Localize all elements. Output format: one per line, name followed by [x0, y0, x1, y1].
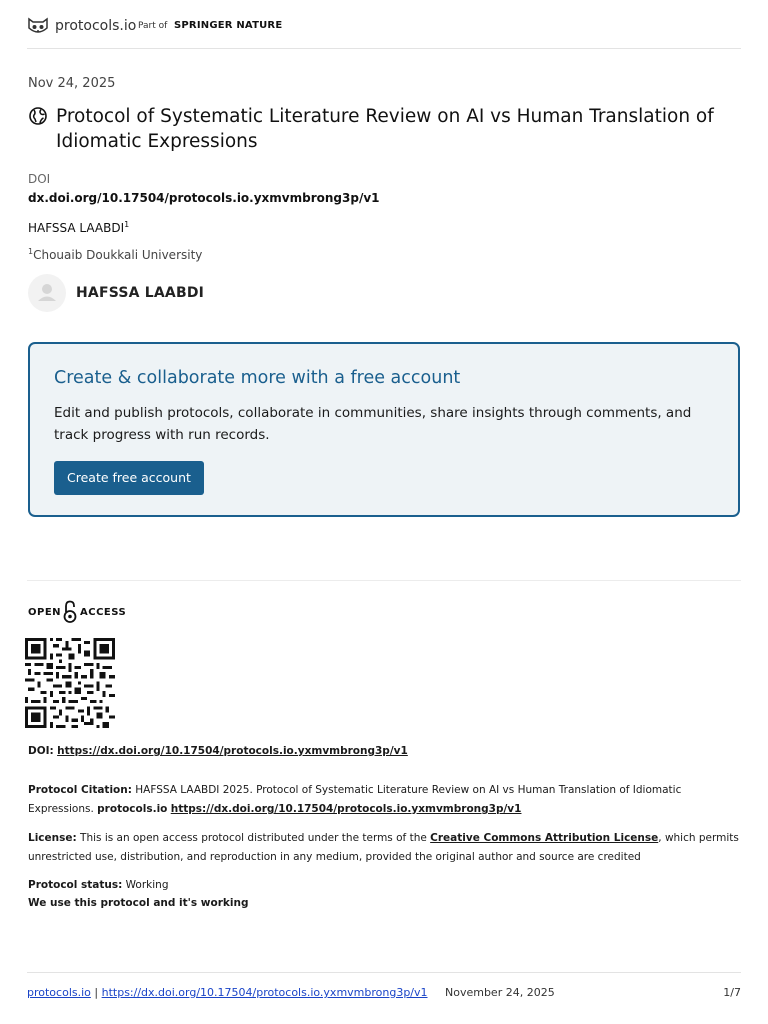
- protocol-status: [28, 876, 168, 895]
- author-name[interactable]: HAFSSA LAABDI: [28, 221, 125, 235]
- citation-label: Protocol Citation:: [28, 784, 132, 796]
- license-text-before: This is an open access protocol distributed under the terms of the: [80, 832, 427, 844]
- doi-value[interactable]: dx.doi.org/10.17504/protocols.io.yxmvmbrong3p/v1: [28, 191, 380, 205]
- open-lock-icon: [62, 600, 78, 624]
- doi-label: DOI: [28, 172, 51, 186]
- footer-date: November 24, 2025: [445, 986, 555, 999]
- avatar[interactable]: [28, 274, 66, 312]
- citation-source: protocols.io: [97, 803, 168, 815]
- page-header: [27, 14, 741, 49]
- affiliation-name: Chouaib Doukkali University: [33, 248, 203, 262]
- citation-text: HAFSSA LAABDI 2025. Protocol of Systematic Literature Review on AI vs Human Translation of Idiomatic Expressions.: [28, 784, 682, 815]
- status-note: We use this protocol and it's working: [28, 897, 249, 909]
- citation-link[interactable]: https://dx.doi.org/10.17504/protocols.io.yxmvmbrong3p/v1: [170, 803, 522, 815]
- footer-site-link[interactable]: protocols.io: [27, 986, 91, 999]
- callout-title: Create & collaborate more with a free account: [54, 368, 461, 388]
- publisher-logo: SPRINGER NATURE: [174, 20, 283, 31]
- status-value: Working: [125, 879, 169, 891]
- part-of-label: Part of: [138, 21, 168, 31]
- create-account-button[interactable]: Create free account: [54, 461, 204, 495]
- page-title: Protocol of Systematic Literature Review on AI vs Human Translation of Idiomatic Expressions: [56, 106, 714, 152]
- callout-text: Edit and publish protocols, collaborate in communities, share insights through comments, and track progress with run records.: [54, 405, 692, 443]
- globe-icon: [29, 107, 47, 125]
- doi-line: [28, 742, 408, 761]
- raccoon-logo-icon[interactable]: [27, 16, 49, 36]
- doi-link[interactable]: https://dx.doi.org/10.17504/protocols.io.yxmvmbrong3p/v1: [57, 745, 408, 757]
- footer-doi-link[interactable]: https://dx.doi.org/10.17504/protocols.io.yxmvmbrong3p/v1: [101, 986, 428, 999]
- status-label: Protocol status:: [28, 879, 123, 891]
- affiliation-superscript: 1: [28, 247, 34, 256]
- signup-callout: [28, 342, 740, 517]
- affiliation-line: [28, 247, 202, 262]
- license-link[interactable]: Creative Commons Attribution License: [430, 832, 659, 844]
- protocol-citation: [28, 781, 728, 819]
- page-number: 1/7: [723, 986, 741, 999]
- footer-links: [27, 986, 428, 999]
- section-divider: [27, 580, 741, 581]
- author-line: [28, 220, 129, 235]
- site-logo-text[interactable]: protocols.io: [55, 18, 137, 34]
- open-access-access-text: ACCESS: [80, 607, 127, 618]
- author-card-name[interactable]: HAFSSA LAABDI: [76, 285, 205, 301]
- user-avatar-icon: [28, 274, 66, 312]
- publication-date: Nov 24, 2025: [28, 76, 116, 91]
- license-statement: [28, 829, 743, 867]
- license-text-after: , which permits unrestricted use, distribution, and reproduction in any medium, provided the original author and source are credited: [28, 832, 739, 863]
- page-footer: [27, 972, 741, 999]
- license-label: License:: [28, 832, 77, 844]
- qr-code-icon: [25, 638, 115, 728]
- footer-separator: |: [94, 986, 99, 999]
- open-access-open-text: OPEN: [28, 607, 62, 618]
- author-superscript: 1: [124, 220, 130, 229]
- doi-line-label: DOI:: [28, 745, 54, 757]
